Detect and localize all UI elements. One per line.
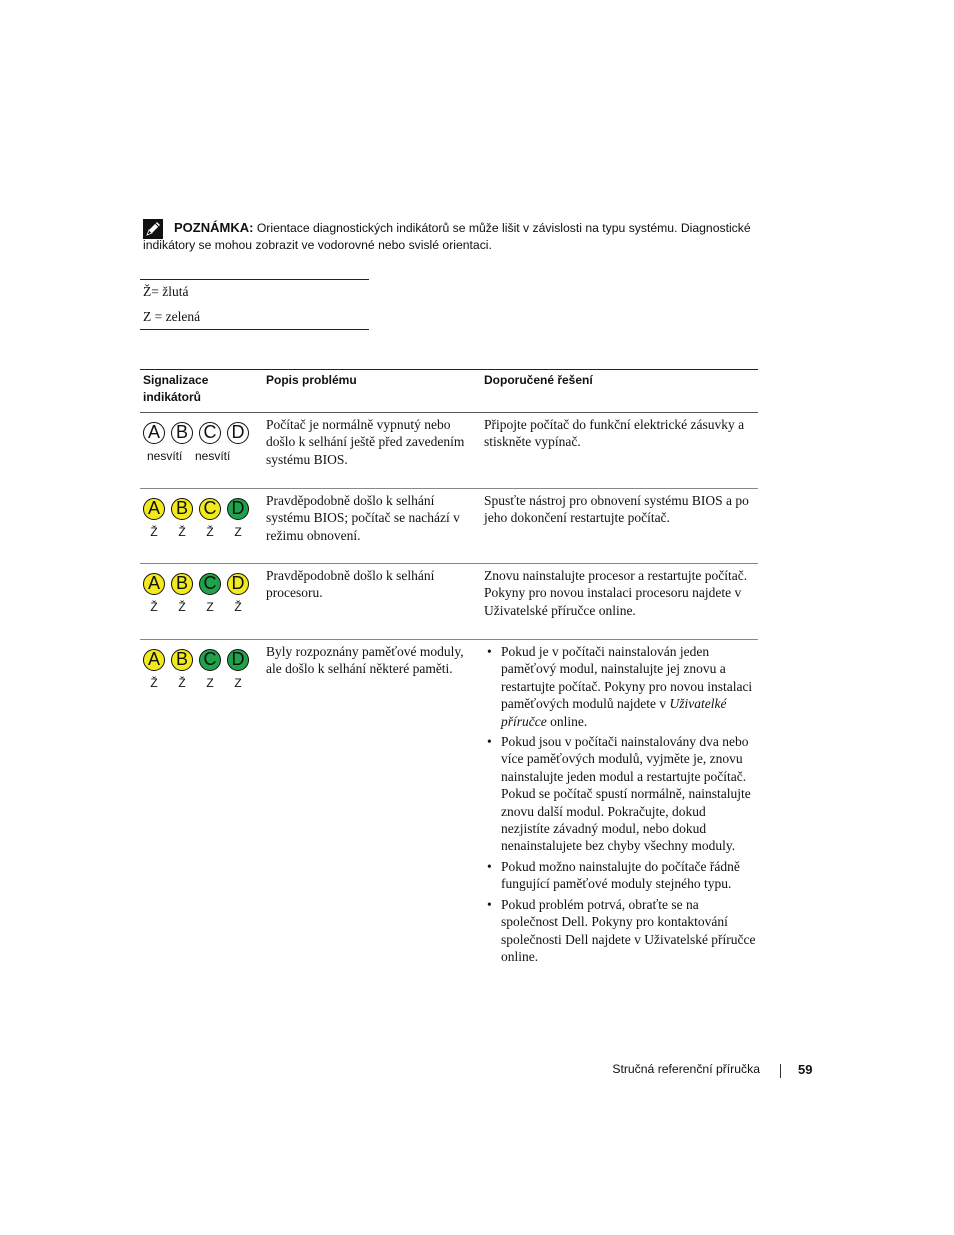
problem-text: Byly rozpoznány paměťové moduly, ale došlo k selhání některé paměti.	[266, 644, 464, 677]
led-d: D	[227, 498, 249, 520]
list-item	[484, 643, 756, 730]
solution-text: Spusťte nástroj pro obnovení systému BIOS a po jeho dokončení restartujte počítač.	[484, 493, 749, 526]
solution-text: Znovu nainstalujte procesor a restartujte počítač. Pokyny pro novou instalaci procesoru najdete v Uživatelské příručce online.	[484, 568, 748, 618]
bullet-1-end: online.	[546, 713, 588, 729]
bullet-1-emphasis: Uživatelké příručce	[501, 696, 727, 729]
legend-item-yellow: Ž= žlutá	[143, 284, 189, 299]
led-b-label: Ž	[178, 676, 186, 690]
solution-text: Připojte počítač do funkční elektrické zásuvky a stiskněte vypínač.	[484, 417, 745, 450]
led-b: B	[171, 649, 193, 671]
led-d: D	[227, 573, 249, 595]
problem-text: Pravděpodobně došlo k selhání procesoru.	[266, 568, 435, 601]
note-label: POZNÁMKA:	[174, 220, 254, 235]
legend-item-green: Z = zelená	[143, 308, 201, 324]
footer-title: Stručná referenční příručka	[612, 1062, 760, 1076]
table-row	[140, 489, 758, 564]
led-state-label: nesvítí	[195, 449, 231, 463]
led-b-label: Ž	[178, 525, 186, 539]
led-c: C	[199, 649, 221, 671]
led-d: D	[227, 422, 249, 444]
table-row	[140, 413, 758, 489]
led-c-label: Z	[206, 600, 214, 614]
note-line-1: Orientace diagnostických indikátorů se může lišit v závislosti na typu systému. Diagnostické	[256, 221, 751, 235]
led-b: B	[171, 422, 193, 444]
led-state-label: nesvítí	[147, 449, 183, 463]
led-d: D	[227, 649, 249, 671]
table-header	[140, 370, 758, 413]
led-d-label: Ž	[234, 600, 242, 614]
led-c: C	[199, 573, 221, 595]
led-a: A	[143, 498, 165, 520]
led-c-label: Z	[206, 676, 214, 690]
note-line-2: indikátory se mohou zobrazit ve vodorovné nebo svislé orientaci.	[143, 238, 492, 252]
led-c-label: Ž	[206, 525, 214, 539]
problem-text: Pravděpodobně došlo k selhání systému BIOS; počítač se nachází v režimu obnovení.	[266, 493, 460, 543]
led-indicators	[142, 422, 254, 468]
bullet-1-text: Pokud je v počítači nainstalován jeden paměťový modul, nainstalujte jej znovu a restartujte počítač. Pokyny pro novou instalaci paměťových modulů najdete v	[501, 644, 753, 712]
pencil-note-icon	[143, 219, 163, 239]
color-legend	[140, 279, 369, 330]
list-item: • Pokud problém potrvá, obraťte se na společnost Dell. Pokyny pro kontaktování společnosti Dell najdete v Uživatelské příručce online.	[484, 896, 756, 966]
led-b-label: Ž	[178, 600, 186, 614]
table-row	[140, 640, 758, 970]
led-d-label: Z	[234, 676, 242, 690]
list-item: • Pokud jsou v počítači nainstalovány dva nebo více paměťových modulů, vyjměte je, znovu nainstalujte jeden modul a restartujte počítač. Pokud se počítač spustí normálně, nainstalujte znovu další modul. Pokračujte, dokud nezjistíte závadný modul, nebo dokud nenainstalujete bez chyby všechny moduly.	[484, 733, 756, 855]
led-b: B	[171, 498, 193, 520]
led-a-label: Ž	[150, 676, 158, 690]
list-item: • Pokud možno nainstalujte do počítače řádně fungující paměťové moduly stejného typu.	[484, 858, 756, 893]
led-indicators	[142, 573, 254, 619]
led-d-label: Z	[234, 525, 242, 539]
diagnostic-table	[140, 369, 758, 970]
header-signal	[143, 372, 208, 406]
led-c: C	[199, 422, 221, 444]
solution-list	[484, 643, 756, 968]
page-number: 59	[798, 1062, 813, 1077]
header-solution: Doporučené řešení	[484, 373, 593, 387]
led-a: A	[143, 649, 165, 671]
page-footer	[560, 1062, 820, 1080]
led-indicators	[142, 498, 254, 544]
led-a-label: Ž	[150, 600, 158, 614]
led-a: A	[143, 573, 165, 595]
led-b: B	[171, 573, 193, 595]
header-signal-line2: indikátorů	[143, 390, 202, 404]
problem-text: Počítač je normálně vypnutý nebo došlo k selhání ještě před zavedením systému BIOS.	[266, 417, 465, 467]
led-c: C	[199, 498, 221, 520]
header-problem: Popis problému	[266, 373, 357, 387]
led-a: A	[143, 422, 165, 444]
led-indicators	[142, 649, 254, 695]
footer-divider	[780, 1064, 781, 1078]
header-signal-line1: Signalizace	[143, 373, 209, 387]
led-a-label: Ž	[150, 525, 158, 539]
note-text	[143, 219, 764, 254]
table-row	[140, 564, 758, 640]
